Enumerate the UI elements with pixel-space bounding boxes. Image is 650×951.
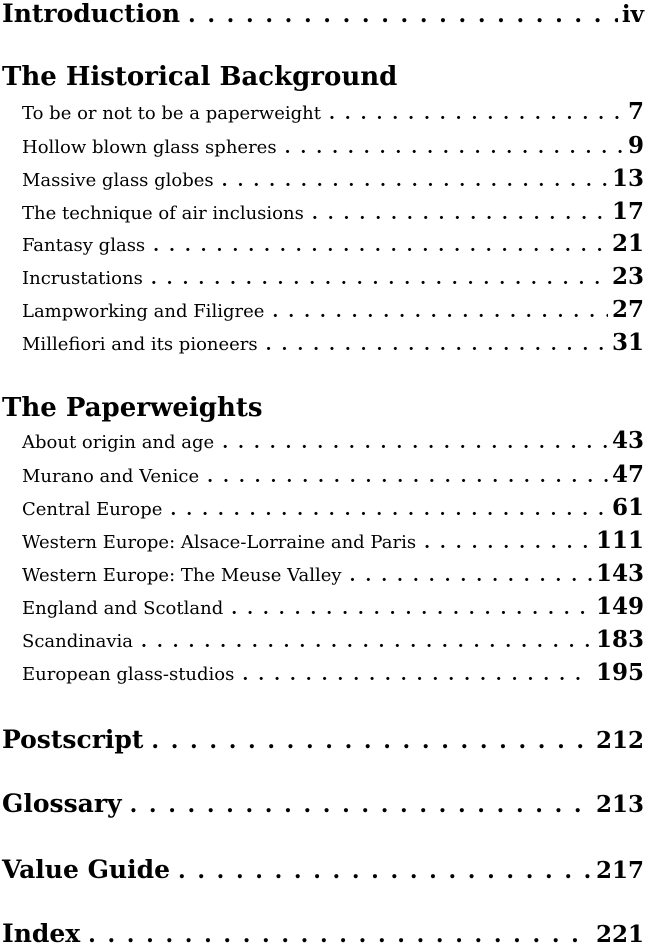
toc-entry-title: Fantasy glass xyxy=(22,235,146,256)
toc-entry-title: Introduction xyxy=(2,0,181,28)
toc-entry[interactable] xyxy=(22,658,644,688)
dot-leader xyxy=(222,166,608,196)
toc-entry-page: 149 xyxy=(595,593,644,620)
dot-leader xyxy=(207,462,608,492)
toc-entry[interactable] xyxy=(22,526,644,556)
toc-entry-title: Hollow blown glass spheres xyxy=(22,137,277,158)
dot-leader xyxy=(231,594,592,624)
toc-entry-title: Index xyxy=(2,919,81,948)
toc-entry-page: 31 xyxy=(611,329,644,356)
toc-entry-page: 217 xyxy=(595,857,644,884)
toc-entry-page: iv xyxy=(621,1,644,28)
dot-leader xyxy=(130,789,592,821)
toc-entry-page: 13 xyxy=(611,165,644,192)
toc-entry-page: 212 xyxy=(595,727,644,754)
toc-entry-page: 21 xyxy=(611,230,644,257)
toc-entry[interactable] xyxy=(22,97,644,127)
toc-entry[interactable] xyxy=(22,229,644,259)
toc-entry[interactable] xyxy=(22,426,644,456)
dot-leader xyxy=(141,627,592,657)
toc-entry[interactable] xyxy=(22,460,644,490)
toc-entry-page: 9 xyxy=(627,132,644,159)
toc-entry[interactable] xyxy=(22,592,644,622)
dot-leader xyxy=(242,660,592,690)
toc-entry-title: England and Scotland xyxy=(22,598,224,619)
toc-entry-title: To be or not to be a paperweight xyxy=(22,103,321,124)
toc-entry[interactable] xyxy=(22,328,644,358)
toc-entry[interactable] xyxy=(22,262,644,292)
toc-entry-title: The technique of air inclusions xyxy=(22,203,304,224)
toc-entry-page: 111 xyxy=(595,527,644,554)
toc-entry-page: 195 xyxy=(595,659,644,686)
dot-leader xyxy=(222,428,608,458)
toc-entry-page: 7 xyxy=(627,98,644,125)
toc-entry-title: About origin and age xyxy=(22,432,215,453)
toc-entry[interactable] xyxy=(22,625,644,655)
dot-leader xyxy=(170,495,608,525)
section-heading-historical-background: The Historical Background xyxy=(2,62,398,92)
toc-entry-page: 221 xyxy=(595,921,644,948)
toc-entry-page: 47 xyxy=(611,461,644,488)
dot-leader xyxy=(285,133,624,163)
toc-entry-postscript[interactable] xyxy=(2,724,644,756)
toc-entry-title: Scandinavia xyxy=(22,631,133,652)
toc-entry-page: 183 xyxy=(595,626,644,653)
toc-entry-title: Western Europe: The Meuse Valley xyxy=(22,565,342,586)
dot-leader xyxy=(350,561,592,591)
toc-entry[interactable] xyxy=(22,197,644,227)
dot-leader xyxy=(266,330,608,360)
dot-leader xyxy=(151,264,608,294)
dot-leader xyxy=(329,99,624,129)
toc-entry-title: Central Europe xyxy=(22,499,163,520)
toc-entry[interactable] xyxy=(22,493,644,523)
toc-entry-title: Lampworking and Filigree xyxy=(22,301,265,322)
toc-entry[interactable] xyxy=(22,164,644,194)
toc-entry-index[interactable] xyxy=(2,918,644,950)
dot-leader xyxy=(88,919,592,951)
toc-entry-page: 17 xyxy=(611,198,644,225)
toc-entry-introduction[interactable] xyxy=(2,0,644,30)
toc-entry-glossary[interactable] xyxy=(2,788,644,820)
toc-entry-title: Value Guide xyxy=(2,855,170,884)
section-heading-paperweights: The Paperweights xyxy=(2,393,263,423)
toc-entry-title: Millefiori and its pioneers xyxy=(22,334,258,355)
toc-entry[interactable] xyxy=(22,559,644,589)
dot-leader xyxy=(272,297,608,327)
toc-entry[interactable] xyxy=(22,131,644,161)
dot-leader xyxy=(153,231,608,261)
toc-entry-page: 23 xyxy=(611,263,644,290)
toc-entry-title: Glossary xyxy=(2,789,122,818)
toc-entry-title: Incrustations xyxy=(22,268,143,289)
toc-entry-page: 43 xyxy=(611,427,644,454)
dot-leader xyxy=(424,528,592,558)
toc-entry-page: 61 xyxy=(611,494,644,521)
dot-leader xyxy=(312,199,608,229)
toc-entry-page: 213 xyxy=(595,791,644,818)
toc-entry-title: Massive glass globes xyxy=(22,170,214,191)
toc-entry-title: Murano and Venice xyxy=(22,466,200,487)
toc-entry-title: European glass-studios xyxy=(22,664,235,685)
toc-entry-page: 27 xyxy=(611,296,644,323)
toc-entry-value-guide[interactable] xyxy=(2,854,644,886)
dot-leader xyxy=(151,725,592,757)
toc-entry-title: Postscript xyxy=(2,725,144,754)
toc-entry-page: 143 xyxy=(595,560,644,587)
toc-entry[interactable] xyxy=(22,295,644,325)
toc-entry-title: Western Europe: Alsace-Lorraine and Paris xyxy=(22,532,417,553)
dot-leader xyxy=(188,0,618,31)
dot-leader xyxy=(178,855,592,887)
